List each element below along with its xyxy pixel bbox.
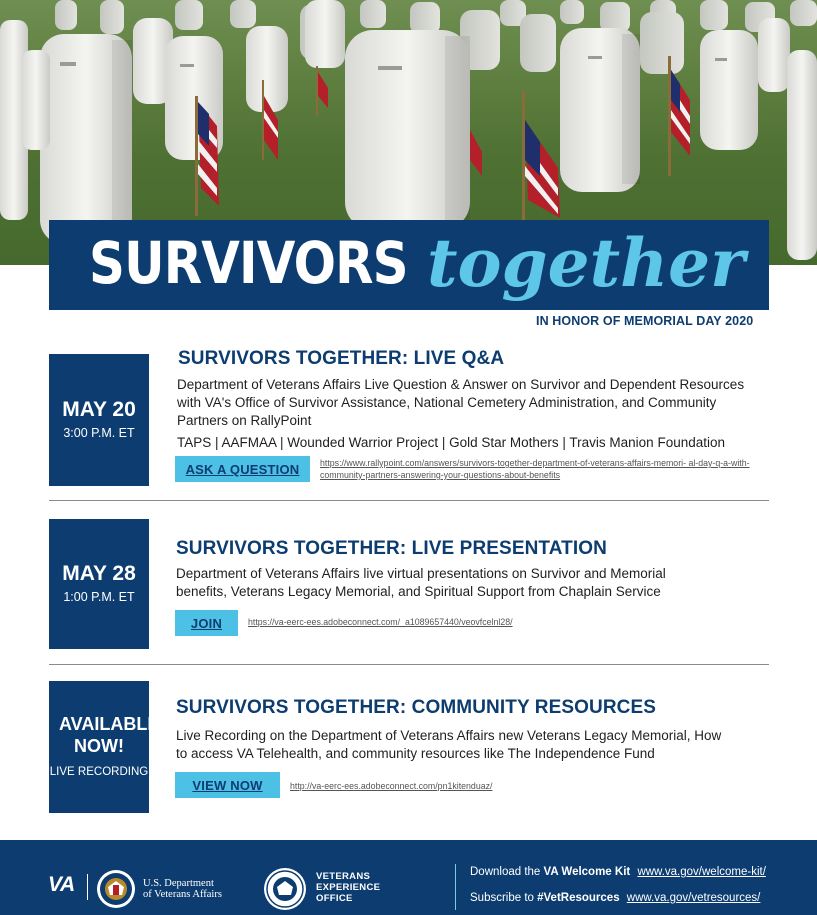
dept-line-2: of Veterans Affairs: [143, 889, 222, 900]
vexo-line-2: EXPERIENCE: [316, 882, 381, 893]
logo-separator: [87, 874, 88, 900]
banner-subtitle: IN HONOR OF MEMORIAL DAY 2020: [536, 314, 754, 328]
vexo-line-1: VETERANS: [316, 871, 371, 882]
vetresources-link[interactable]: www.va.gov/vetresources/: [626, 892, 761, 904]
event-description: Live Recording on the Department of Veterans Affairs new Veterans Legacy Memorial, How to access VA Telehealth, and community resources like The Independence Fund: [176, 728, 722, 761]
event-description: Department of Veterans Affairs Live Question & Answer on Survivor and Dependent Resources with VA's Office of Survivor Assistance, National Cemetery Administration, and Community Partners on RallyPoint: [177, 377, 745, 428]
join-button[interactable]: JOIN: [175, 610, 238, 636]
event-date-box-2: [49, 519, 149, 649]
rallypoint-link[interactable]: https://www.rallypoint.com/answers/survivors-together-department-of-veterans-affairs-memori- al-day-q-a-with-community-partners-answering-your-questions-about-benefits: [320, 458, 750, 480]
event-date-box-1: [49, 354, 149, 486]
dept-line-1: U.S. Department: [143, 878, 214, 889]
event-title-live-presentation: SURVIVORS TOGETHER: LIVE PRESENTATION: [176, 538, 607, 559]
vexo-line-3: OFFICE: [316, 893, 353, 904]
footer-separator: [455, 864, 456, 910]
welcome-kit-line: [470, 866, 766, 878]
event-partners: TAPS | AAFMAA | Wounded Warrior Project | Gold Star Mothers | Travis Manion Foundation: [177, 435, 725, 450]
adobeconnect-recording-link[interactable]: http://va-eerc-ees.adobeconnect.com/pn1kitenduaz/: [290, 781, 493, 791]
section-divider: [49, 500, 769, 501]
view-now-button[interactable]: VIEW NOW: [175, 772, 280, 798]
subscribe-prefix: Subscribe to: [470, 892, 538, 904]
va-logo: VA: [48, 873, 75, 896]
section-divider: [49, 664, 769, 665]
event-title-live-qa: SURVIVORS TOGETHER: LIVE Q&A: [178, 348, 505, 369]
event-description: Department of Veterans Affairs live virtual presentations on Survivor and Memorial benefits, Veterans Legacy Memorial, and Spiritual Support from Chaplain Service: [176, 566, 666, 599]
event-date: MAY 28: [62, 562, 136, 585]
department-name: [143, 878, 222, 900]
welcome-kit-label: VA Welcome Kit: [543, 866, 631, 878]
event-title-community-resources: SURVIVORS TOGETHER: COMMUNITY RESOURCES: [176, 697, 657, 718]
banner-title-main: SURVIVORS: [89, 229, 408, 297]
event-time: LIVE RECORDING: [49, 766, 149, 778]
event-time: 1:00 P.M. ET: [63, 590, 135, 604]
welcome-kit-prefix: Download the: [470, 866, 544, 878]
ask-a-question-button[interactable]: ASK A QUESTION: [175, 456, 310, 482]
vetresources-label: #VetResources: [537, 892, 620, 904]
welcome-kit-link[interactable]: www.va.gov/welcome-kit/: [637, 866, 766, 878]
event-date: MAY 20: [62, 398, 136, 421]
event-date-box-3: [49, 681, 160, 813]
event-date: AVAILABLE NOW!: [59, 714, 160, 756]
banner-title-script: together: [427, 224, 745, 302]
event-time: 3:00 P.M. ET: [63, 426, 135, 440]
va-seal-icon: [96, 869, 136, 909]
footer: [0, 840, 817, 915]
vexo-seal-icon: [263, 867, 307, 911]
vexo-name: [316, 871, 380, 904]
title-banner: [49, 220, 769, 310]
adobeconnect-join-link[interactable]: https://va-eerc-ees.adobeconnect.com/_a1089657440/veovfcelnl28/: [248, 617, 513, 627]
vetresources-line: [470, 892, 760, 904]
